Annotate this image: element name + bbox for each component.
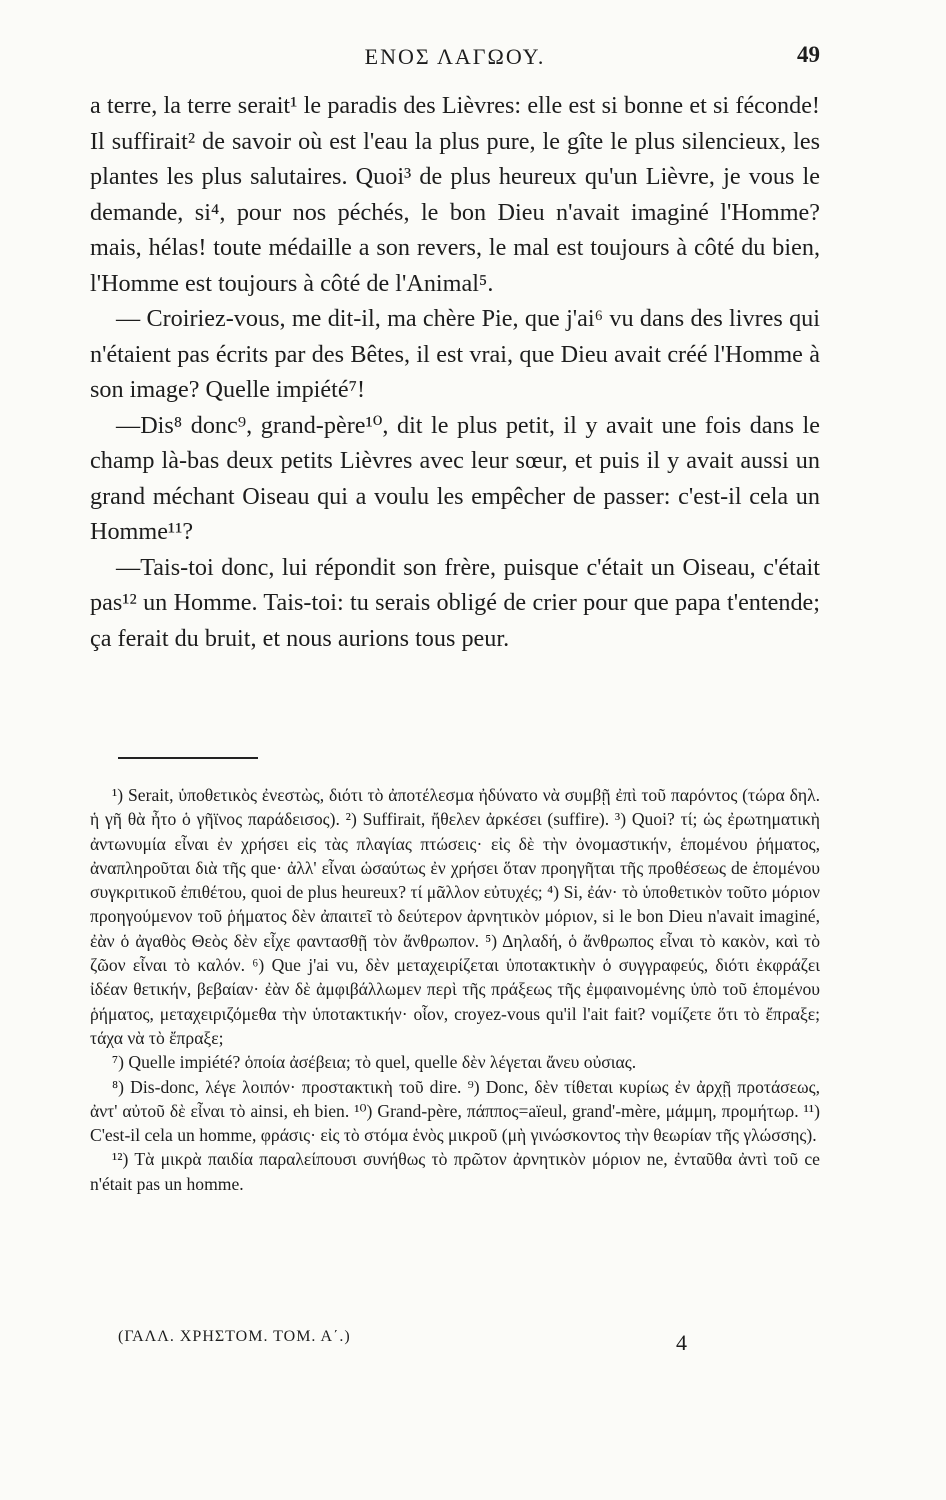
- paragraph-4: —Tais-toi donc, lui répondit son frère, puisque c'était un Oiseau, c'était pas¹² un Homme. Tais-toi: tu serais obligé de crier pour que papa t'entende; ça ferait du bruit, et nous aurions tous peur.: [90, 553, 820, 652]
- sheet-number: 4: [676, 1330, 687, 1355]
- footnote-block-1: ¹) Serait, ὑποθετικὸς ἐνεστὼς, διότι τὸ ἀποτέλεσμα ἠδύνατο νὰ συμβῇ ἐπὶ τοῦ παρόντος (τώρα δηλ. ἡ γῆ θὰ ἦτο ὁ γῆϊνος παράδεισος). ²) Suffirait, ἤθελεν ἀρκέσει (suffire). ³) Quoi? τί; ὡς ἐρωτηματικὴ ἀντωνυμία εἶναι ἐν χρήσει εἰς τὰς πλαγίας πτώσεις· εἰς δὲ τὴν ὀνομαστικήν, ἑπομένου ῥήματος, ἀναπληροῦται διὰ τῆς que· ἀλλ' εἶναι ὡσαύτως ἐν χρήσει ὅταν προηγῆται τῆς προθέσεως de ἑπομένου συγκριτικοῦ ἐπιθέτου, quoi de plus heureux? τί μᾶλλον εὐτυχές; ⁴) Si, ἐάν· τὸ ὑποθετικὸν τοῦτο μόριον προηγούμενον τοῦ ῥήματος δὲν ἀπαιτεῖ τὸ δεύτερον ἀρνητικὸν μόριον, si le bon Dieu n'avait imaginé, ἐὰν ὁ ἀγαθὸς Θεὸς δὲν εἶχε φαντασθῇ τὸν ἄνθρωπον. ⁵) Δηλαδή, ὁ ἄνθρωπος εἶναι τὸ κακὸν, καὶ τὸ ζῶον εἶναι τὸ καλόν. ⁶) Que j'ai vu, δὲν μεταχειρίζεται ὑποτακτικὴν ὁ συγγραφεύς, διότι ἐκφράζει ἰδέαν θετικήν, βεβαίαν· ἐὰν δὲ ἀμφιβάλλωμεν περὶ τῆς πράξεως τῆς ἐμφαινομένης ὑπὸ τοῦ ἑπομένου ῥήματος, μεταχειριζόμεθα τὴν ὑποτακτικήν· οἷον, croyez-vous qu'il l'ait fait? νομίζετε ὅτι τὸ ἔπραξε; τάχα νὰ τὸ ἔπραξε;: [90, 785, 820, 1048]
- running-title: ΕΝΟΣ ΛΑΓΩΟΥ.: [364, 44, 546, 69]
- page-number: 49: [797, 42, 820, 67]
- main-text: [90, 88, 820, 656]
- footnote-divider: [118, 757, 258, 759]
- footnote-block-4: ¹²) Τὰ μικρὰ παιδία παραλείπουσι συνήθως τὸ πρῶτον ἀρνητικὸν μόριον ne, ἐνταῦθα ἀντὶ τοῦ ce n'était pas un homme.: [90, 1149, 820, 1194]
- paragraph-3: —Dis⁸ donc⁹, grand-père¹⁰, dit le plus petit, il y avait une fois dans le champ là-bas deux petits Lièvres avec leur sœur, et puis il y avait aussi un grand méchant Oiseau qui a voulu les empêcher de passer: c'est-il cela un Homme¹¹?: [90, 411, 820, 545]
- paragraph-1: a terre, la terre serait¹ le paradis des Lièvres: elle est si bonne et si féconde! Il suffirait² de savoir où est l'eau la plus pure, le gîte le plus silencieux, les plantes les plus salutaires. Quoi³ de plus heureux qu'un Lièvre, je vous le demande, si⁴, pour nos péchés, le bon Dieu n'avait imaginé l'Homme? mais, hélas! toute médaille a son revers, le mal est toujours à côté du bien, l'Homme est toujours à côté de l'Animal⁵.: [90, 92, 820, 297]
- signature-mark: (ΓΑΛΛ. ΧΡΗΣΤΟΜ. ΤΟΜ. Α΄.): [118, 1328, 351, 1345]
- paragraph-2: — Croiriez-vous, me dit-il, ma chère Pie, que j'ai⁶ vu dans des livres qui n'étaient pas écrits par des Bêtes, il est vrai, que Dieu avait créé l'Homme à son image? Quelle impiété⁷!: [90, 305, 820, 403]
- footnote-block-3: ⁸) Dis-donc, λέγε λοιπόν· προστακτικὴ τοῦ dire. ⁹) Donc, δὲν τίθεται κυρίως ἐν ἀρχῇ προτάσεως, ἀντ' αὐτοῦ δὲ εἶναι τὸ ainsi, eh bien. ¹⁰) Grand-père, πάππος=aïeul, grand'-mère, μάμμη, προμήτωρ. ¹¹) C'est-il cela un homme, φράσις· εἰς τὸ στόμα ἑνὸς μικροῦ (μὴ γινώσκοντος τὴν θεωρίαν τῆς γλώσσης).: [90, 1076, 820, 1146]
- page-header: [90, 40, 820, 76]
- footnotes: [90, 783, 820, 1196]
- footnote-block-2: ⁷) Quelle impiété? ὁποία ἀσέβεια; τὸ quel, quelle δὲν λέγεται ἄνευ οὐσιας.: [112, 1052, 637, 1073]
